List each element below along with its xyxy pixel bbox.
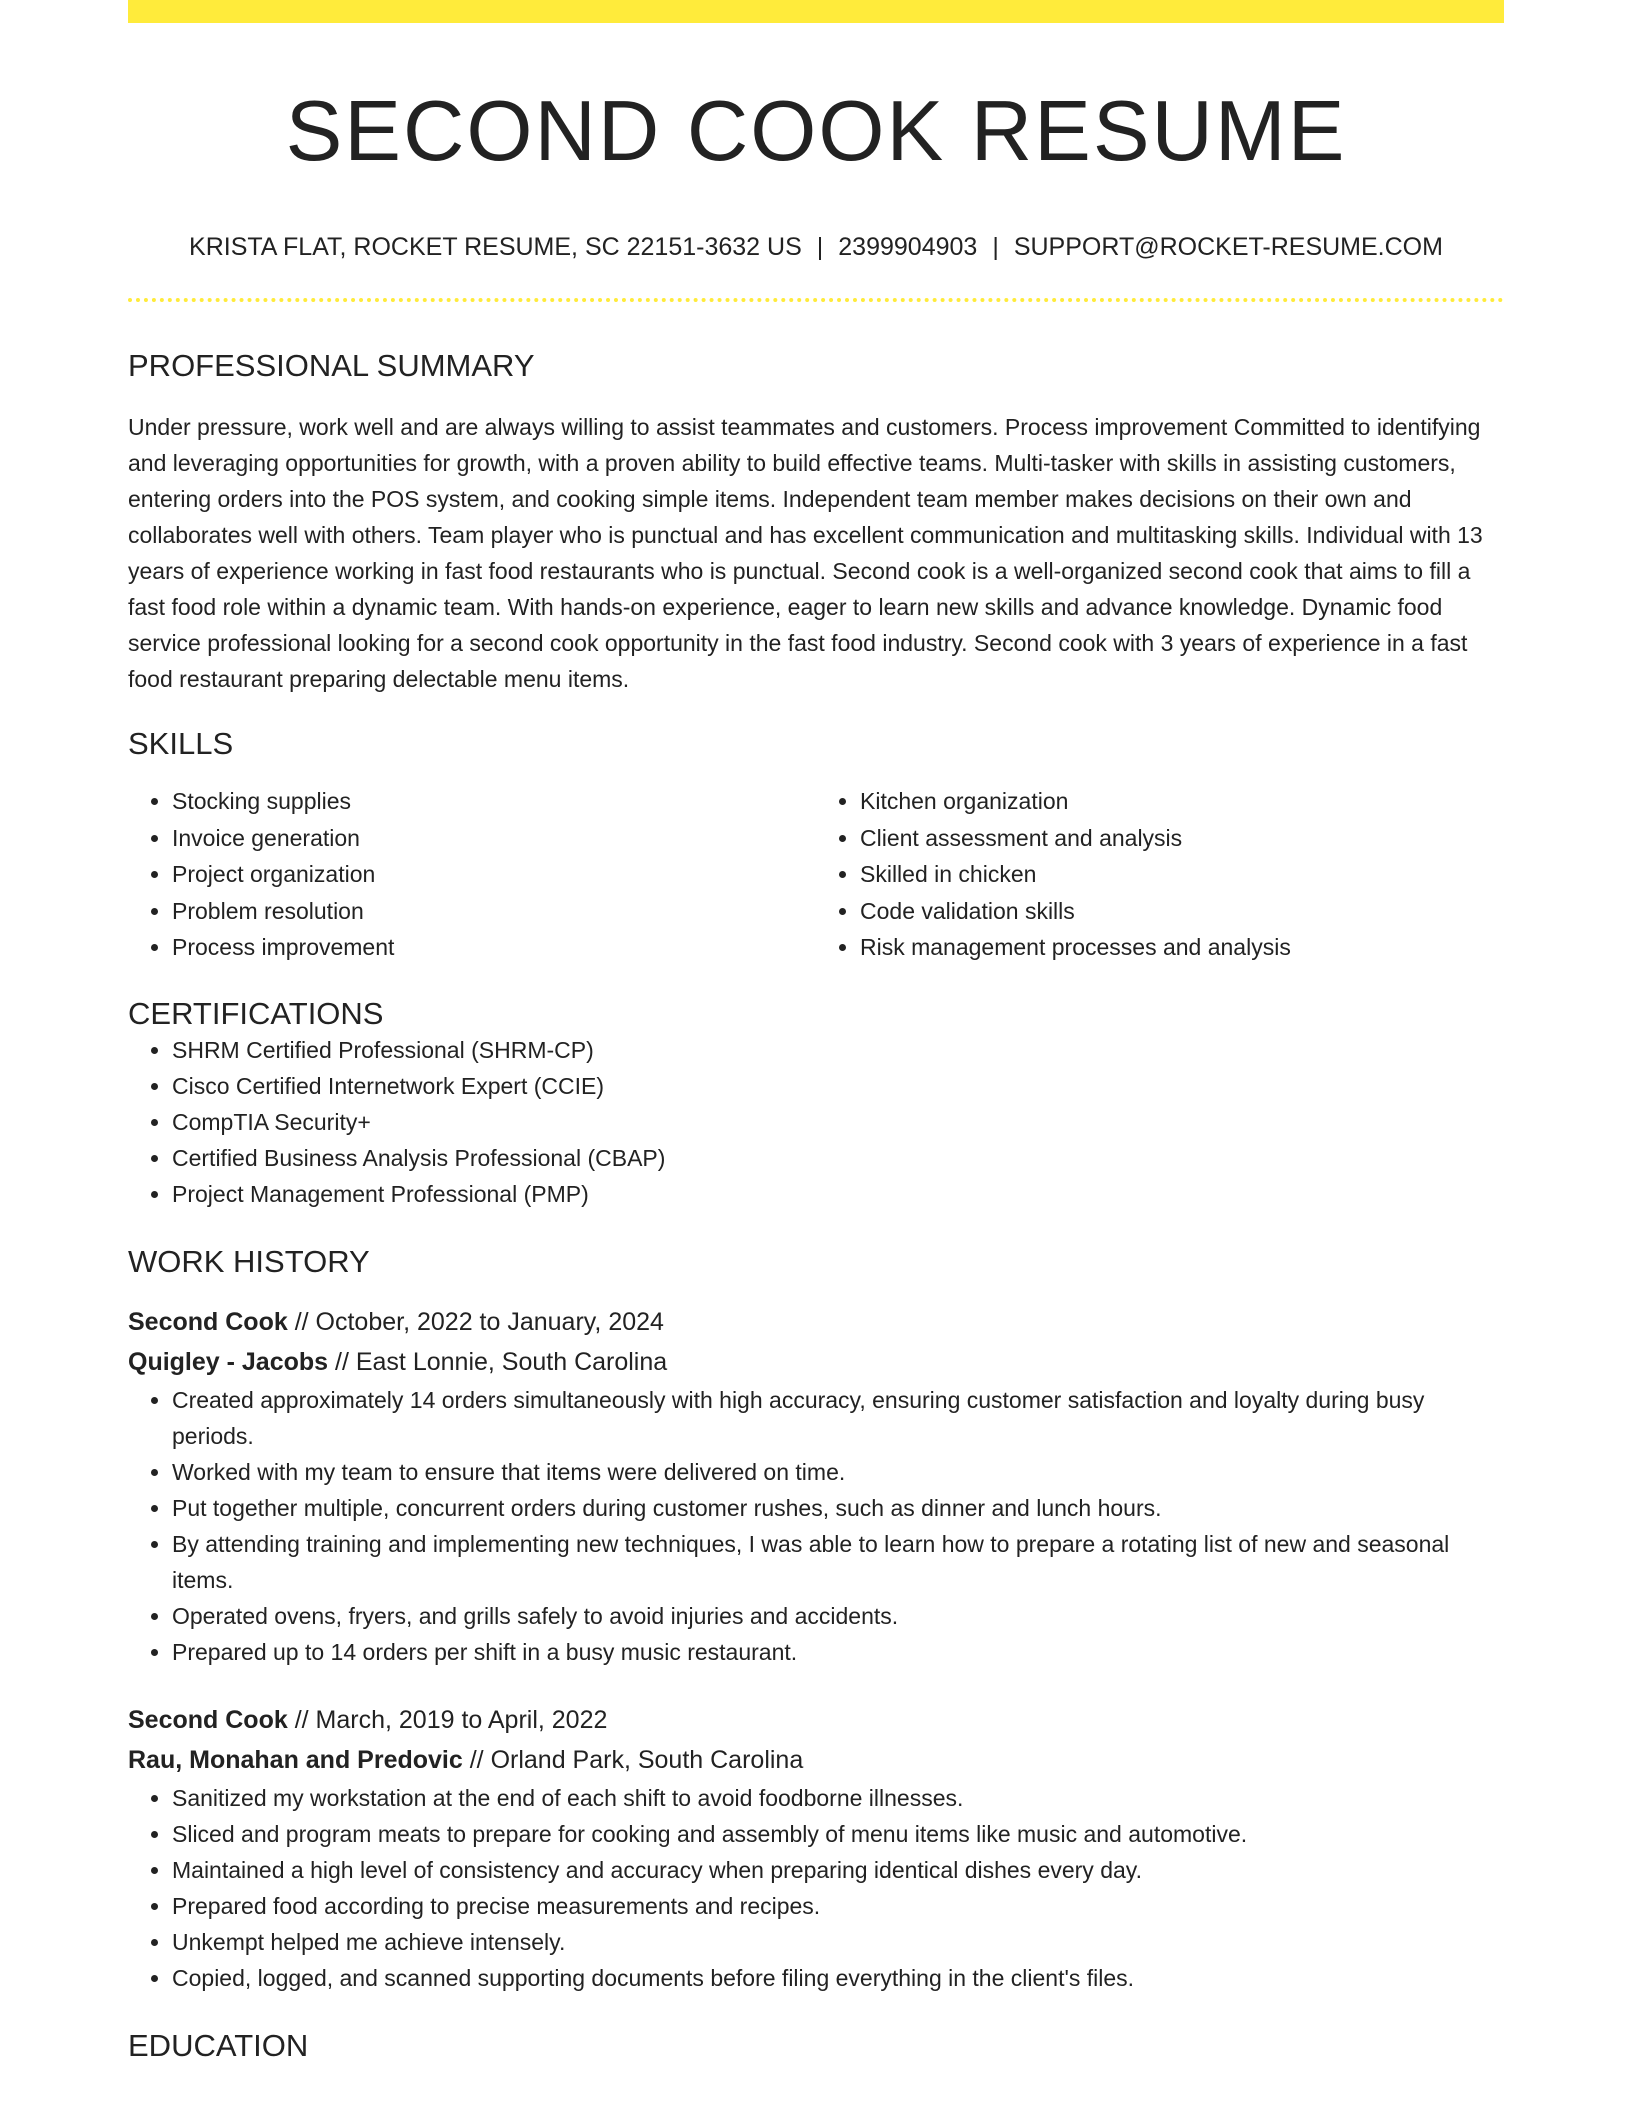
job-duty: • Sliced and program meats to prepare for cooking and assembly of menu items like music and automotive. — [172, 1816, 1504, 1852]
certification-item: • Cisco Certified Internetwork Expert (CCIE) — [172, 1068, 1504, 1104]
skills-heading: SKILLS — [128, 725, 234, 761]
certifications-heading: CERTIFICATIONS — [128, 995, 384, 1031]
skill-item: • Code validation skills — [860, 893, 1504, 930]
skills-list-right — [816, 783, 1504, 966]
resume-page — [128, 23, 1504, 2064]
certification-item: • CompTIA Security+ — [172, 1104, 1504, 1140]
accent-bar — [128, 0, 1504, 23]
dotted-divider — [128, 298, 1504, 302]
contact-email: SUPPORT@ROCKET-RESUME.COM — [1013, 232, 1443, 261]
job-entry — [128, 1302, 1504, 1670]
job-duty: • Put together multiple, concurrent orders during customer rushes, such as dinner and lunch hours. — [172, 1490, 1504, 1526]
job-duty: • Prepared food according to precise measurements and recipes. — [172, 1888, 1504, 1924]
job-duty: • Created approximately 14 orders simultaneously with high accuracy, ensuring customer satisfaction and loyalty during busy periods. — [172, 1382, 1504, 1454]
skill-item: • Skilled in chicken — [860, 856, 1504, 893]
skill-item: • Problem resolution — [172, 893, 816, 930]
certification-item: • Project Management Professional (PMP) — [172, 1176, 1504, 1212]
job-location: // East Lonnie, South Carolina — [335, 1348, 668, 1376]
work-history-heading: WORK HISTORY — [128, 1243, 370, 1279]
job-company-line — [128, 1740, 1504, 1780]
job-duty: • Unkempt helped me achieve intensely. — [172, 1924, 1504, 1960]
job-duty: • Prepared up to 14 orders per shift in a busy music restaurant. — [172, 1634, 1504, 1670]
summary-text: Under pressure, work well and are always willing to assist teammates and customers. Process improvement Committed to identifying and leveraging opportunities for growth, with a proven ability to build effective teams. Multi-tasker with skills in assisting customers, entering orders into the POS system, and cooking simple items. Independent team member makes decisions on their own and collaborates well with others. Team player who is punctual and has excellent communication and multitasking skills. Individual with 13 years of experience working in fast food restaurants who is punctual. Second cook is a well-organized second cook that aims to fill a fast food role within a dynamic team. With hands-on experience, eager to learn new skills and advance knowledge. Dynamic food service professional looking for a second cook opportunity in the fast food industry. Second cook with 3 years of experience in a fast food restaurant preparing delectable menu items. — [128, 413, 1483, 692]
skill-item: • Kitchen organization — [860, 783, 1504, 820]
skill-item: • Stocking supplies — [172, 783, 816, 820]
skills-list-left — [128, 783, 816, 966]
job-title-line — [128, 1302, 1504, 1342]
contact-address: KRISTA FLAT, ROCKET RESUME, SC 22151-3632 US — [189, 232, 802, 261]
job-title: Second Cook — [128, 1706, 288, 1734]
job-company: Rau, Monahan and Predovic — [128, 1746, 463, 1774]
job-entry — [128, 1700, 1504, 1996]
job-location: // Orland Park, South Carolina — [469, 1746, 804, 1774]
job-company: Quigley - Jacobs — [128, 1348, 329, 1376]
education-heading: EDUCATION — [128, 2028, 309, 2063]
job-duty: • Operated ovens, fryers, and grills safely to avoid injuries and accidents. — [172, 1598, 1504, 1634]
skill-item: • Process improvement — [172, 929, 816, 966]
contact-separator: | — [816, 232, 824, 261]
skill-item: • Risk management processes and analysis — [860, 929, 1504, 966]
job-duties-list — [128, 1382, 1504, 1670]
job-duty: • Worked with my team to ensure that items were delivered on time. — [172, 1454, 1504, 1490]
contact-separator: | — [992, 232, 999, 261]
certification-item: • Certified Business Analysis Professional (CBAP) — [172, 1140, 1504, 1176]
skill-item: • Client assessment and analysis — [860, 820, 1504, 857]
skill-item: • Invoice generation — [172, 820, 816, 857]
summary-heading: PROFESSIONAL SUMMARY — [128, 347, 535, 383]
resume-title: SECOND COOK RESUME — [285, 84, 1347, 179]
job-dates: // March, 2019 to April, 2022 — [294, 1706, 608, 1734]
contact-line — [128, 232, 1504, 262]
job-title: Second Cook — [128, 1308, 288, 1336]
certification-item: • SHRM Certified Professional (SHRM-CP) — [172, 1032, 1504, 1068]
job-dates: // October, 2022 to January, 2024 — [294, 1308, 664, 1336]
certifications-list — [128, 1032, 1504, 1212]
job-duty: • Sanitized my workstation at the end of each shift to avoid foodborne illnesses. — [172, 1780, 1504, 1816]
job-title-line — [128, 1700, 1504, 1740]
job-company-line — [128, 1342, 1504, 1382]
skills-grid — [128, 783, 1504, 966]
job-duty: • Maintained a high level of consistency and accuracy when preparing identical dishes every day. — [172, 1852, 1504, 1888]
contact-phone: 2399904903 — [838, 232, 978, 261]
job-duty: • Copied, logged, and scanned supporting documents before filing everything in the client's files. — [172, 1960, 1504, 1996]
skill-item: • Project organization — [172, 856, 816, 893]
job-duty: • By attending training and implementing new techniques, I was able to learn how to prepare a rotating list of new and seasonal items. — [172, 1526, 1504, 1598]
job-duties-list — [128, 1780, 1504, 1996]
